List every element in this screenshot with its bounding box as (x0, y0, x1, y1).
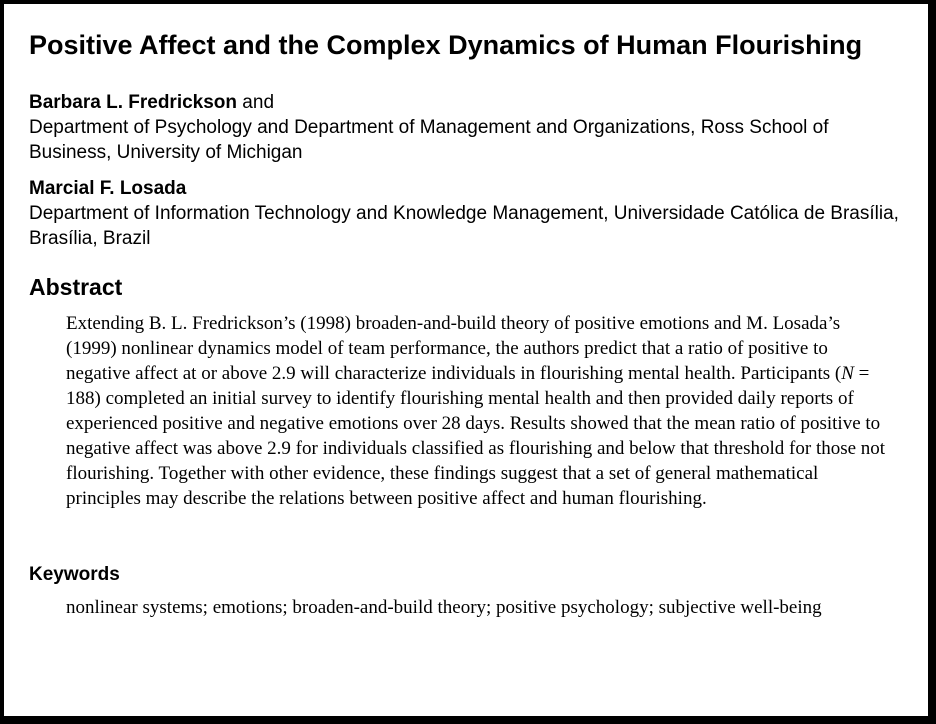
abstract-heading: Abstract (29, 274, 123, 300)
author-line (29, 90, 908, 115)
abstract-text (66, 311, 908, 511)
abstract-text-part: Extending B. L. Fredrickson’s (1998) broaden-and-build theory of positive emotions and M. Losada’s (1999) nonlinear dynamics model of team performance, the authors predict that a ratio of positive to negative affect at or above 2.9 will characterize individuals in flourishing mental health. Participants ( (66, 313, 842, 384)
author-line (29, 176, 908, 201)
author-affiliation: Department of Psychology and Department of Management and Organizations, Ross School of Business, University of Michigan (29, 117, 829, 163)
abstract-text-part: = 188) completed an initial survey to identify flourishing mental health and then provided daily reports of experienced positive and negative emotions over 28 days. Results showed that the mean ratio of positive to negative affect was above 2.9 for individuals classified as flourishing and below that threshold for those not flourishing. Together with other evidence, these findings suggest that a set of general mathematical principles may describe the relations between positive affect and human flourishing. (66, 363, 886, 509)
author-block (29, 176, 908, 251)
keywords-heading: Keywords (29, 564, 120, 585)
keywords-text: nonlinear systems; emotions; broaden-and-build theory; positive psychology; subjective well-being (66, 597, 822, 618)
author-name: Barbara L. Fredrickson (29, 92, 238, 113)
author-block (29, 90, 908, 165)
author-name: Marcial F. Losada (29, 178, 187, 199)
author-list (29, 90, 908, 251)
author-conjunction: and (237, 92, 275, 113)
abstract-n-symbol: N (841, 363, 854, 384)
paper-title: Positive Affect and the Complex Dynamics of Human Flourishing (29, 30, 863, 60)
author-affiliation: Department of Information Technology and Knowledge Management, Universidade Católica de Brasília, Brasília, Brazil (29, 203, 899, 249)
